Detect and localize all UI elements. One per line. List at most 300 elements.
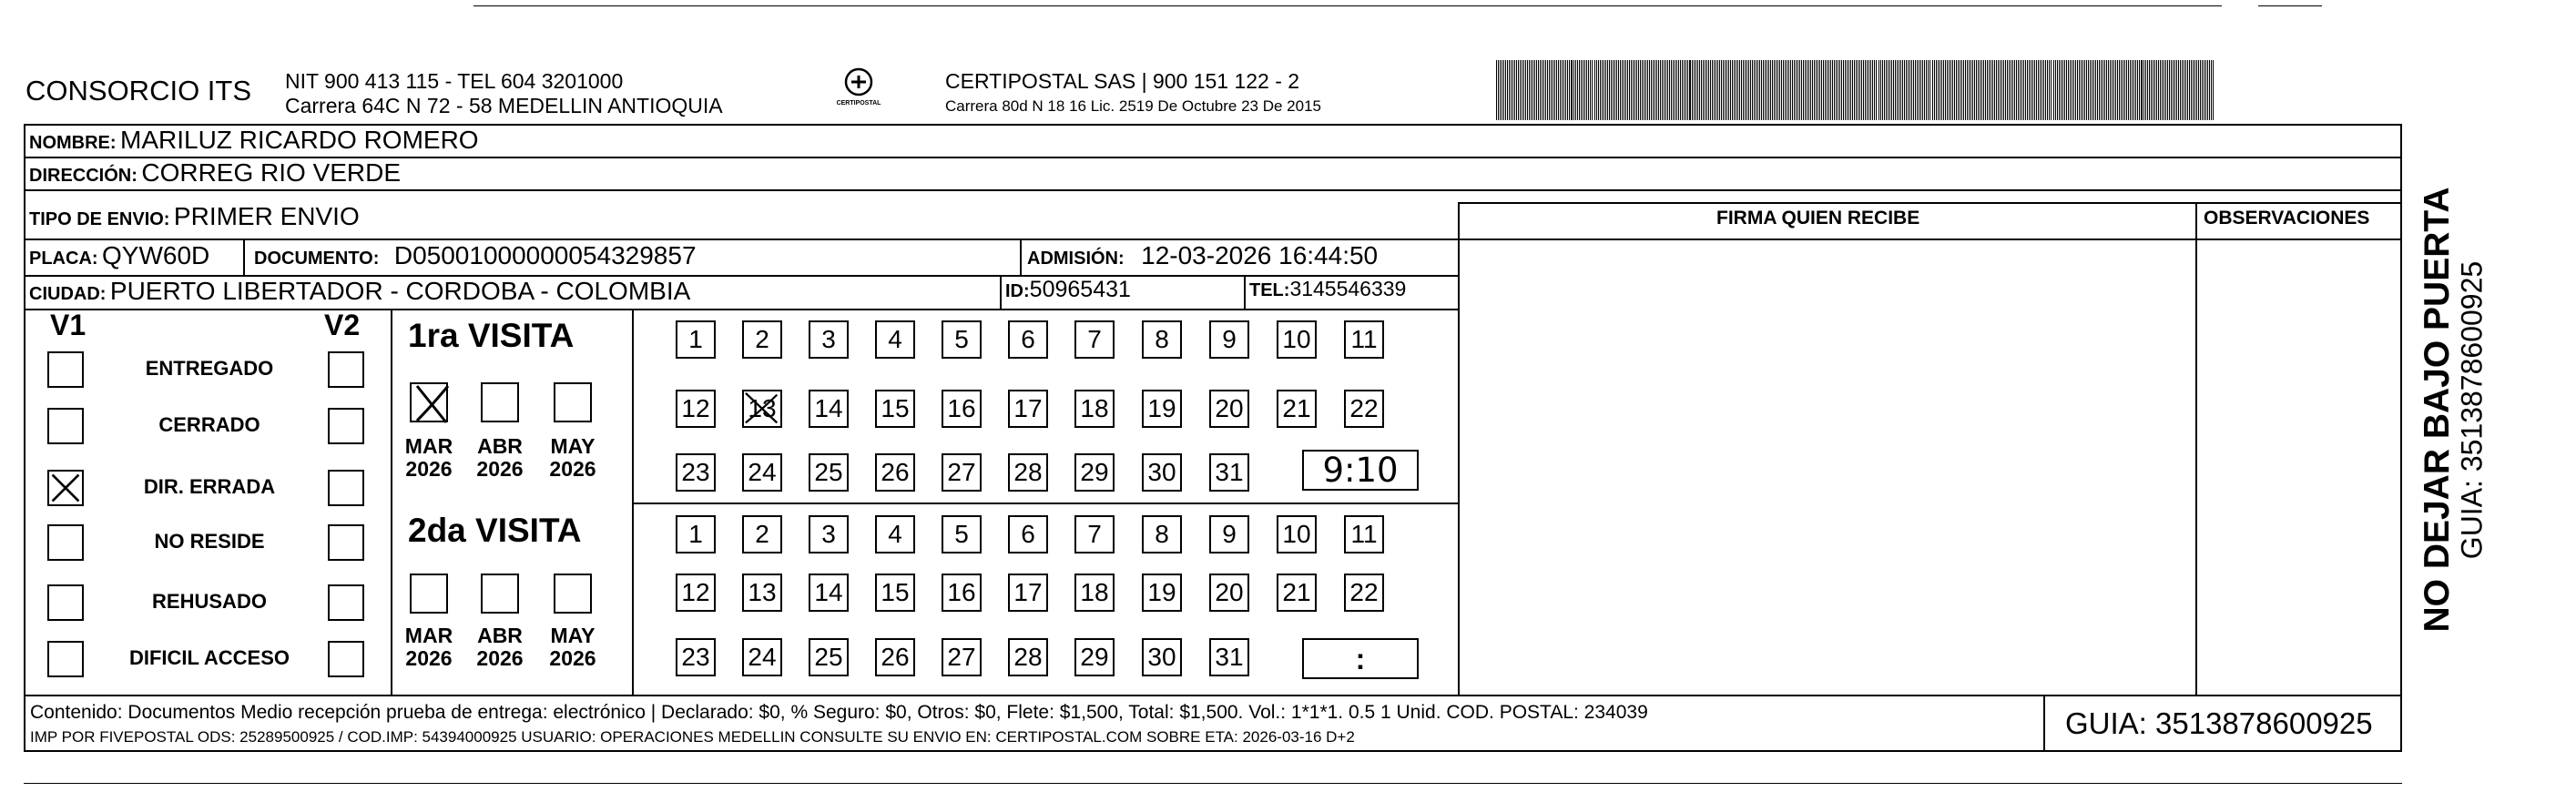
visita2-day-14[interactable] bbox=[809, 574, 849, 612]
direccion-row bbox=[29, 158, 401, 188]
visita1-day-8[interactable] bbox=[1142, 320, 1182, 359]
barcode bbox=[1496, 60, 2215, 120]
barcode-bar bbox=[2097, 60, 2098, 120]
visita2-day-26[interactable] bbox=[875, 638, 915, 676]
barcode-bar bbox=[1725, 60, 1726, 120]
barcode-bar bbox=[1805, 60, 1806, 120]
barcode-bar bbox=[2143, 60, 2144, 120]
barcode-bar bbox=[1938, 60, 1939, 120]
barcode-bar bbox=[1936, 60, 1937, 120]
barcode-bar bbox=[1694, 60, 1695, 120]
nit-line: NIT 900 413 115 - TEL 604 3201000 bbox=[285, 69, 624, 93]
barcode-bar bbox=[1611, 60, 1612, 120]
visita2-day-9[interactable] bbox=[1209, 515, 1249, 553]
v2-checkbox-entregado[interactable] bbox=[328, 351, 364, 388]
visita2-day-30[interactable] bbox=[1142, 638, 1182, 676]
barcode-bar bbox=[1888, 60, 1889, 120]
barcode-bar bbox=[1584, 60, 1585, 120]
visita1-day-24[interactable] bbox=[742, 453, 782, 492]
barcode-bar bbox=[2020, 60, 2021, 120]
barcode-bar bbox=[1741, 60, 1742, 120]
day-number: 21 bbox=[1282, 578, 1311, 606]
day-number: 14 bbox=[814, 394, 843, 422]
visita1-day-9[interactable] bbox=[1209, 320, 1249, 359]
month-year: 2026 bbox=[549, 457, 596, 481]
visita2-day-31[interactable] bbox=[1209, 638, 1249, 676]
barcode-bar bbox=[1961, 60, 1962, 120]
barcode-bar bbox=[2141, 60, 2143, 120]
v1-checkbox-dir-errada[interactable] bbox=[47, 470, 84, 506]
v1-checkbox-dificil-acceso[interactable] bbox=[47, 641, 84, 677]
v1-checkbox-rehusado[interactable] bbox=[47, 584, 84, 621]
visita2-day-12[interactable] bbox=[676, 574, 716, 612]
barcode-bar bbox=[1794, 60, 1795, 120]
day-number: 13 bbox=[748, 578, 777, 606]
visita1-day-13[interactable] bbox=[742, 390, 782, 428]
visita2-day-13[interactable] bbox=[742, 574, 782, 612]
visita2-day-3[interactable] bbox=[809, 515, 849, 553]
barcode-bar bbox=[1551, 60, 1552, 120]
visita2-day-24[interactable] bbox=[742, 638, 782, 676]
status-label-rehusado: REHUSADO bbox=[152, 590, 267, 613]
month-year: 2026 bbox=[476, 457, 524, 481]
barcode-bar bbox=[2070, 60, 2071, 120]
id-label: ID: bbox=[1005, 281, 1030, 301]
barcode-bar bbox=[1542, 60, 1543, 120]
barcode-bar bbox=[2130, 60, 2131, 120]
barcode-bar bbox=[1872, 60, 1873, 120]
barcode-bar bbox=[1895, 60, 1896, 120]
visita2-day-15[interactable] bbox=[875, 574, 915, 612]
barcode-bar bbox=[2149, 60, 2150, 120]
barcode-bar bbox=[1854, 60, 1855, 120]
visita2-day-7[interactable] bbox=[1074, 515, 1115, 553]
barcode-bar bbox=[2193, 60, 2194, 120]
visita1-day-21[interactable] bbox=[1277, 390, 1317, 428]
barcode-bar bbox=[2182, 60, 2183, 120]
barcode-bar bbox=[1906, 60, 1907, 120]
barcode-bar bbox=[1750, 60, 1751, 120]
barcode-bar bbox=[1518, 60, 1519, 120]
visita2-day-25[interactable] bbox=[809, 638, 849, 676]
barcode-bar bbox=[1509, 60, 1510, 120]
barcode-bar bbox=[1972, 60, 1973, 120]
visita2-month-checkbox-abr[interactable] bbox=[481, 574, 519, 614]
v2-checkbox-rehusado[interactable] bbox=[328, 584, 364, 621]
v2-checkbox-no-reside[interactable] bbox=[328, 524, 364, 561]
barcode-bar bbox=[2093, 60, 2094, 120]
barcode-bar bbox=[1511, 60, 1512, 120]
barcode-bar bbox=[1796, 60, 1797, 120]
v1-checkbox-no-reside[interactable] bbox=[47, 524, 84, 561]
barcode-bar bbox=[1765, 60, 1766, 120]
visita1-title: 1ra VISITA bbox=[408, 317, 575, 354]
day-number: 31 bbox=[1215, 643, 1244, 671]
barcode-bar bbox=[1547, 60, 1548, 120]
barcode-bar bbox=[1678, 60, 1679, 120]
visita1-day-7[interactable] bbox=[1074, 320, 1115, 359]
visita2-day-16[interactable] bbox=[942, 574, 982, 612]
barcode-bar bbox=[1594, 60, 1595, 120]
visita2-day-6[interactable] bbox=[1008, 515, 1048, 553]
visita1-day-15[interactable] bbox=[875, 390, 915, 428]
barcode-bar bbox=[2162, 60, 2163, 120]
barcode-bar bbox=[2041, 60, 2042, 120]
barcode-bar bbox=[1839, 60, 1840, 120]
visita2-day-21[interactable] bbox=[1277, 574, 1317, 612]
day-number: 29 bbox=[1080, 458, 1109, 486]
barcode-bar bbox=[1922, 60, 1923, 120]
barcode-bar bbox=[1613, 60, 1614, 120]
barcode-bar bbox=[1579, 60, 1580, 120]
barcode-bar bbox=[1503, 60, 1504, 120]
day-number: 15 bbox=[881, 578, 910, 606]
visita1-day-2[interactable] bbox=[742, 320, 782, 359]
visita1-day-29[interactable] bbox=[1074, 453, 1115, 492]
visita2-day-11[interactable] bbox=[1344, 515, 1384, 553]
visita1-month-checkbox-mar[interactable] bbox=[410, 382, 448, 422]
barcode-bar bbox=[1717, 60, 1718, 120]
month-year: 2026 bbox=[405, 646, 453, 670]
barcode-bar bbox=[1726, 60, 1727, 120]
day-number: 18 bbox=[1080, 578, 1109, 606]
visita1-day-30[interactable] bbox=[1142, 453, 1182, 492]
barcode-bar bbox=[1817, 60, 1818, 120]
day-number: 26 bbox=[881, 458, 910, 486]
day-number: 16 bbox=[947, 394, 976, 422]
barcode-bar bbox=[2059, 60, 2060, 120]
visita1-month-checkbox-abr[interactable] bbox=[481, 382, 519, 422]
barcode-bar bbox=[2139, 60, 2140, 120]
day-number: 19 bbox=[1147, 578, 1176, 606]
visita2-month-label bbox=[545, 624, 601, 670]
visita2-month-checkbox-may[interactable] bbox=[554, 574, 592, 614]
day-number: 19 bbox=[1147, 394, 1176, 422]
placa-value: QYW60D bbox=[102, 241, 210, 269]
day-number: 15 bbox=[881, 394, 910, 422]
barcode-bar bbox=[1850, 60, 1851, 120]
day-number: 6 bbox=[1021, 325, 1035, 353]
certipostal-logo-text: CERTIPOSTAL bbox=[836, 100, 881, 107]
day-number: 30 bbox=[1147, 458, 1176, 486]
documento-row bbox=[254, 241, 697, 270]
day-number: 20 bbox=[1215, 578, 1244, 606]
barcode-bar bbox=[1763, 60, 1764, 120]
visita1-day-22[interactable] bbox=[1344, 390, 1384, 428]
day-number: 12 bbox=[681, 578, 710, 606]
admision-label: ADMISIÓN: bbox=[1027, 249, 1125, 269]
barcode-bar bbox=[1836, 60, 1837, 120]
barcode-bar bbox=[2075, 60, 2076, 120]
barcode-bar bbox=[1633, 60, 1634, 120]
barcode-bar bbox=[1998, 60, 1999, 120]
visita2-day-5[interactable] bbox=[942, 515, 982, 553]
barcode-bar bbox=[1819, 60, 1820, 120]
visita2-day-28[interactable] bbox=[1008, 638, 1048, 676]
barcode-bar bbox=[1685, 60, 1686, 120]
v1-checkbox-entregado[interactable] bbox=[47, 351, 84, 388]
visita1-day-27[interactable] bbox=[942, 453, 982, 492]
visita1-day-31[interactable] bbox=[1209, 453, 1249, 492]
month-name: MAR bbox=[404, 624, 453, 647]
visita1-day-17[interactable] bbox=[1008, 390, 1048, 428]
barcode-bar bbox=[1978, 60, 1979, 120]
barcode-bar bbox=[1904, 60, 1905, 120]
barcode-bar bbox=[2115, 60, 2116, 120]
barcode-bar bbox=[1952, 60, 1953, 120]
visita2-day-1[interactable] bbox=[676, 515, 716, 553]
visita1-day-14[interactable] bbox=[809, 390, 849, 428]
visita1-month-checkbox-may[interactable] bbox=[554, 382, 592, 422]
visita1-day-3[interactable] bbox=[809, 320, 849, 359]
barcode-bar bbox=[1874, 60, 1875, 120]
barcode-bar bbox=[1536, 60, 1537, 120]
barcode-bar bbox=[1970, 60, 1971, 120]
admision-value: 12-03-2026 16:44:50 bbox=[1141, 241, 1379, 269]
barcode-bar bbox=[1825, 60, 1826, 120]
footer-guia: GUIA: 3513878600925 bbox=[2065, 706, 2373, 740]
barcode-bar bbox=[1586, 60, 1587, 120]
barcode-bar bbox=[1534, 60, 1535, 120]
barcode-bar bbox=[1640, 60, 1641, 120]
barcode-bar bbox=[1701, 60, 1702, 120]
barcode-bar bbox=[1575, 60, 1576, 120]
visita2-month-checkbox-mar[interactable] bbox=[410, 574, 448, 614]
barcode-bar bbox=[1638, 60, 1639, 120]
barcode-bar bbox=[1723, 60, 1724, 120]
footer-imp: IMP POR FIVEPOSTAL ODS: 25289500925 / COD.IMP: 54394000925 USUARIO: OPERACIONES MEDELLIN CONSULTE SU ENVIO EN: CERTIPOSTAL.COM SOBRE ETA: 2026-03-16 D+2 bbox=[30, 728, 1355, 746]
barcode-bar bbox=[1772, 60, 1773, 120]
visita2-day-27[interactable] bbox=[942, 638, 982, 676]
barcode-bar bbox=[2196, 60, 2197, 120]
barcode-bar bbox=[1902, 60, 1903, 120]
visita1-day-12[interactable] bbox=[676, 390, 716, 428]
day-number: 3 bbox=[821, 520, 836, 548]
barcode-bar bbox=[1827, 60, 1828, 120]
tipo-value: PRIMER ENVIO bbox=[173, 202, 360, 230]
barcode-bar bbox=[1967, 60, 1968, 120]
v1-header: V1 bbox=[50, 309, 87, 341]
visita1-day-10[interactable] bbox=[1277, 320, 1317, 359]
visita2-title: 2da VISITA bbox=[408, 512, 582, 549]
visita1-day-28[interactable] bbox=[1008, 453, 1048, 492]
barcode-bar bbox=[1891, 60, 1892, 120]
visita1-day-26[interactable] bbox=[875, 453, 915, 492]
barcode-bar bbox=[1954, 60, 1955, 120]
visita2-day-17[interactable] bbox=[1008, 574, 1048, 612]
barcode-bar bbox=[1808, 60, 1809, 120]
barcode-bar bbox=[1543, 60, 1544, 120]
barcode-bar bbox=[1649, 60, 1650, 120]
visita2-day-10[interactable] bbox=[1277, 515, 1317, 553]
barcode-bar bbox=[1669, 60, 1670, 120]
barcode-bar bbox=[2099, 60, 2100, 120]
day-number: 20 bbox=[1215, 394, 1244, 422]
barcode-bar bbox=[2160, 60, 2161, 120]
barcode-bar bbox=[1915, 60, 1916, 120]
barcode-bar bbox=[1588, 60, 1589, 120]
barcode-bar bbox=[1512, 60, 1513, 120]
side-guia: GUIA: 3513878600925 bbox=[2455, 260, 2489, 560]
v1-checkbox-cerrado[interactable] bbox=[47, 408, 84, 444]
barcode-bar bbox=[2108, 60, 2109, 120]
barcode-bar bbox=[1571, 60, 1573, 120]
month-name: MAY bbox=[550, 434, 596, 458]
barcode-bar bbox=[1525, 60, 1526, 120]
visita1-day-19[interactable] bbox=[1142, 390, 1182, 428]
barcode-bar bbox=[1527, 60, 1528, 120]
barcode-bar bbox=[1703, 60, 1704, 120]
visita2-day-19[interactable] bbox=[1142, 574, 1182, 612]
top-line bbox=[473, 5, 2222, 6]
barcode-bar bbox=[2001, 60, 2002, 120]
barcode-bar bbox=[1642, 60, 1643, 120]
visita1-day-20[interactable] bbox=[1209, 390, 1249, 428]
barcode-bar bbox=[1673, 60, 1674, 120]
visita2-day-29[interactable] bbox=[1074, 638, 1115, 676]
barcode-bar bbox=[1810, 60, 1811, 120]
day-number: 13 bbox=[748, 394, 777, 422]
barcode-bar bbox=[2047, 60, 2048, 120]
visita2-month-label bbox=[472, 624, 528, 670]
barcode-bar bbox=[1620, 60, 1621, 120]
barcode-bar bbox=[2154, 60, 2155, 120]
day-number: 28 bbox=[1013, 643, 1043, 671]
barcode-bar bbox=[1739, 60, 1740, 120]
visita2-day-20[interactable] bbox=[1209, 574, 1249, 612]
barcode-bar bbox=[1974, 60, 1975, 120]
barcode-bar bbox=[1748, 60, 1749, 120]
barcode-bar bbox=[1847, 60, 1848, 120]
barcode-bar bbox=[1658, 60, 1659, 120]
visita1-day-16[interactable] bbox=[942, 390, 982, 428]
barcode-bar bbox=[1545, 60, 1546, 120]
barcode-bar bbox=[1774, 60, 1775, 120]
month-name: ABR bbox=[477, 434, 523, 458]
barcode-bar bbox=[2189, 60, 2190, 120]
barcode-bar bbox=[1924, 60, 1925, 120]
v2-header: V2 bbox=[324, 309, 361, 341]
nombre-value: MARILUZ RICARDO ROMERO bbox=[120, 126, 479, 154]
barcode-bar bbox=[2036, 60, 2037, 120]
barcode-bar bbox=[2057, 60, 2058, 120]
v2-checkbox-dificil-acceso[interactable] bbox=[328, 641, 364, 677]
visita2-day-18[interactable] bbox=[1074, 574, 1115, 612]
barcode-bar bbox=[1732, 60, 1733, 120]
barcode-bar bbox=[1848, 60, 1849, 120]
barcode-bar bbox=[1985, 60, 1986, 120]
barcode-bar bbox=[2043, 60, 2044, 120]
day-number: 16 bbox=[947, 578, 976, 606]
barcode-bar bbox=[2021, 60, 2022, 120]
visita2-day-8[interactable] bbox=[1142, 515, 1182, 553]
barcode-bar bbox=[1803, 60, 1804, 120]
visita2-time-box[interactable] bbox=[1302, 638, 1419, 679]
visita1-day-1[interactable] bbox=[676, 320, 716, 359]
visita2-day-22[interactable] bbox=[1344, 574, 1384, 612]
barcode-bar bbox=[1660, 60, 1661, 120]
visita2-day-23[interactable] bbox=[676, 638, 716, 676]
direccion-value: CORREG RIO VERDE bbox=[141, 158, 402, 187]
nombre-row bbox=[29, 126, 479, 155]
visita1-month-label bbox=[545, 435, 601, 481]
barcode-bar bbox=[1558, 60, 1559, 120]
visita1-time-box[interactable] bbox=[1302, 450, 1419, 491]
day-number: 7 bbox=[1087, 325, 1102, 353]
barcode-bar bbox=[2086, 60, 2087, 120]
v2-checkbox-cerrado[interactable] bbox=[328, 408, 364, 444]
visita1-day-23[interactable] bbox=[676, 453, 716, 492]
barcode-bar bbox=[1943, 60, 1944, 120]
barcode-bar bbox=[1602, 60, 1603, 120]
barcode-bar bbox=[1708, 60, 1709, 120]
day-number: 6 bbox=[1021, 520, 1035, 548]
barcode-bar bbox=[2211, 60, 2212, 120]
barcode-bar bbox=[1605, 60, 1606, 120]
v2-checkbox-dir-errada[interactable] bbox=[328, 470, 364, 506]
barcode-bar bbox=[2205, 60, 2206, 120]
day-number: 4 bbox=[888, 325, 902, 353]
barcode-bar bbox=[1631, 60, 1632, 120]
ciudad-row bbox=[29, 277, 690, 306]
barcode-bar bbox=[1514, 60, 1515, 120]
id-row bbox=[1005, 277, 1131, 303]
barcode-bar bbox=[1792, 60, 1793, 120]
barcode-bar bbox=[1757, 60, 1758, 120]
barcode-bar bbox=[1987, 60, 1988, 120]
visita1-day-4[interactable] bbox=[875, 320, 915, 359]
barcode-bar bbox=[1651, 60, 1652, 120]
barcode-bar bbox=[2053, 60, 2054, 120]
visita1-day-5[interactable] bbox=[942, 320, 982, 359]
barcode-bar bbox=[1867, 60, 1868, 120]
barcode-bar bbox=[1682, 60, 1683, 120]
barcode-bar bbox=[1743, 60, 1744, 120]
barcode-bar bbox=[1834, 60, 1835, 120]
day-number: 14 bbox=[814, 578, 843, 606]
barcode-bar bbox=[1821, 60, 1822, 120]
firma-header: FIRMA QUIEN RECIBE bbox=[1716, 208, 1920, 228]
barcode-bar bbox=[2101, 60, 2102, 120]
barcode-bar bbox=[1768, 60, 1769, 120]
barcode-bar bbox=[1926, 60, 1927, 120]
barcode-bar bbox=[1928, 60, 1929, 120]
barcode-bar bbox=[1714, 60, 1715, 120]
barcode-bar bbox=[2165, 60, 2166, 120]
barcode-bar bbox=[1981, 60, 1982, 120]
visita1-day-6[interactable] bbox=[1008, 320, 1048, 359]
day-number: 5 bbox=[954, 325, 969, 353]
barcode-bar bbox=[1569, 60, 1570, 120]
visita2-day-2[interactable] bbox=[742, 515, 782, 553]
barcode-bar bbox=[1653, 60, 1654, 120]
visita2-day-4[interactable] bbox=[875, 515, 915, 553]
barcode-bar bbox=[1843, 60, 1844, 120]
barcode-bar bbox=[1783, 60, 1784, 120]
visita1-day-18[interactable] bbox=[1074, 390, 1115, 428]
barcode-bar bbox=[2077, 60, 2078, 120]
barcode-bar bbox=[1699, 60, 1700, 120]
visita1-day-11[interactable] bbox=[1344, 320, 1384, 359]
barcode-bar bbox=[2062, 60, 2063, 120]
barcode-bar bbox=[1697, 60, 1698, 120]
day-number: 23 bbox=[681, 643, 710, 671]
barcode-bar bbox=[1712, 60, 1713, 120]
barcode-bar bbox=[2185, 60, 2186, 120]
barcode-bar bbox=[1920, 60, 1921, 120]
visita1-day-25[interactable] bbox=[809, 453, 849, 492]
barcode-bar bbox=[1664, 60, 1665, 120]
